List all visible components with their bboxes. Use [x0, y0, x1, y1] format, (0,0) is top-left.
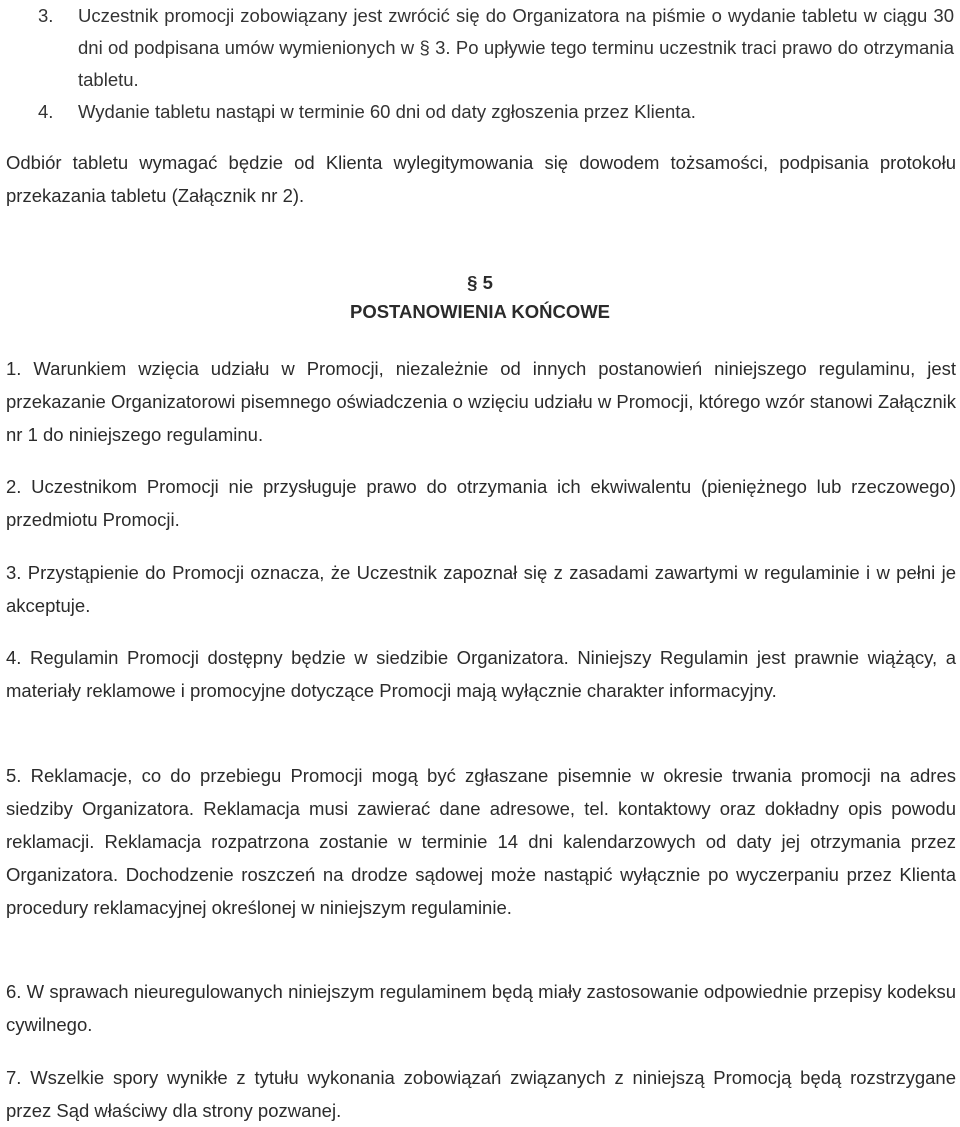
list-item-text: Uczestnik promocji zobowiązany jest zwrócić się do Organizatora na piśmie o wydanie tabletu w ciągu 30 dni od podpisana umów wymienionych w § 3. Po upływie tego terminu uczestnik traci prawo do otrzymania tabletu. — [78, 5, 954, 90]
list-item-number: 3. — [38, 5, 54, 26]
list-item — [6, 96, 956, 128]
list-item — [6, 0, 956, 96]
section-number: § 5 — [467, 272, 493, 293]
paragraph-1: 1. Warunkiem wzięcia udziału w Promocji, niezależnie od innych postanowień niniejszego regulaminu, jest przekazanie Organizatorowi pisemnego oświadczenia o wzięciu udziału w Promocji, którego wzór stanowi Załącznik nr 1 do niniejszego regulaminu. — [6, 358, 956, 445]
intro-paragraph: Odbiór tabletu wymagać będzie od Klienta wylegitymowania się dowodem tożsamości, podpisania protokołu przekazania tabletu (Załącznik nr 2). — [6, 152, 956, 206]
paragraph-6: 6. W sprawach nieuregulowanych niniejszym regulaminem będą miały zastosowanie odpowiednie przepisy kodeksu cywilnego. — [6, 981, 956, 1035]
paragraph-7: 7. Wszelkie spory wynikłe z tytułu wykonania zobowiązań związanych z niniejszą Promocją będą rozstrzygane przez Sąd właściwy dla strony pozwanej. — [6, 1067, 956, 1121]
list-item-text: Wydanie tabletu nastąpi w terminie 60 dni od daty zgłoszenia przez Klienta. — [78, 101, 696, 122]
list-item-number: 4. — [38, 101, 54, 122]
numbered-list — [6, 0, 956, 128]
section-title: POSTANOWIENIA KOŃCOWE — [349, 301, 611, 322]
paragraph-3: 3. Przystąpienie do Promocji oznacza, że Uczestnik zapoznał się z zasadami zawartymi w regulaminie i w pełni je akceptuje. — [6, 562, 956, 616]
paragraph-4: 4. Regulamin Promocji dostępny będzie w siedzibie Organizatora. Niniejszy Regulamin jest prawnie wiążący, a materiały reklamowe i promocyjne dotyczące Promocji mają wyłącznie charakter informacyjny. — [6, 647, 956, 701]
paragraph-2: 2. Uczestnikom Promocji nie przysługuje prawo do otrzymania ich ekwiwalentu (pieniężnego lub rzeczowego) przedmiotu Promocji. — [6, 476, 956, 530]
paragraph-5: 5. Reklamacje, co do przebiegu Promocji mogą być zgłaszane pisemnie w okresie trwania promocji na adres siedziby Organizatora. Reklamacja musi zawierać dane adresowe, tel. kontaktowy oraz dokładny opis powodu reklamacji. Reklamacja rozpatrzona zostanie w terminie 14 dni kalendarzowych od daty jej otrzymania przez Organizatora. Dochodzenie roszczeń na drodze sądowej może nastąpić wyłącznie po wyczerpaniu przez Klienta procedury reklamacyjnej określonej w niniejszym regulaminie. — [6, 765, 956, 918]
